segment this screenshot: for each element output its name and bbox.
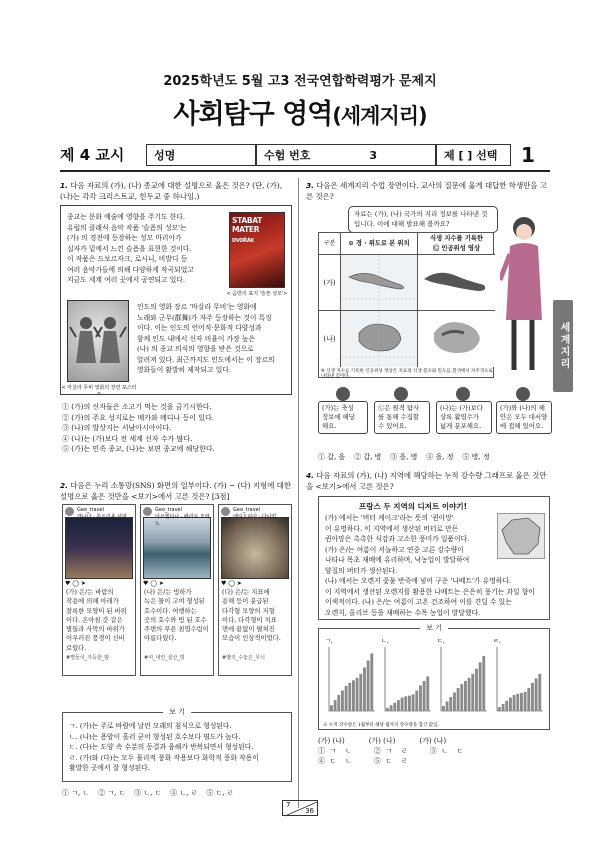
student-answer-line: 정보에 해당 <box>322 413 355 421</box>
sns-caption-line: (가) 은/는 바람의 <box>66 589 114 596</box>
sns-caption <box>141 588 213 644</box>
chart-bar <box>475 669 478 711</box>
map-location-b <box>341 311 418 367</box>
chart-bar <box>330 705 333 711</box>
chart-bar <box>367 660 370 711</box>
q1-option-1[interactable]: ① (가)의 신자들은 소고기 먹는 것을 금기시한다. <box>62 403 212 411</box>
sns-caption-line: 곳의 호수와 빙 된 호수 <box>144 616 207 624</box>
q4-option-row-2 <box>318 756 550 766</box>
island-map-b <box>341 311 418 367</box>
q4-question: 다음 자료의 (가), (나) 지역에 해당하는 누적 강수량 그래프로 옳은 것만을 <보기>에서 고른 것은? <box>306 471 547 491</box>
q1-para1-line: 종교는 문화 예술에 영향을 주기도 한다. <box>67 213 186 221</box>
row-label-a: (가) <box>319 255 341 311</box>
sns-hashtag[interactable]: #여_내린_설산_빙 <box>144 654 185 661</box>
q4-option-row-1 <box>318 746 550 756</box>
student-answer-line: 넓게 분포해요. <box>440 422 482 430</box>
chart-bar <box>531 683 534 711</box>
sns-location: 에티오피아 · 다나킬 <box>233 514 277 520</box>
q1-para2-line: 이다. 이는 인도의 언어적·문화적 다양성과 <box>137 324 262 332</box>
sns-username: Geo_travel <box>155 507 183 513</box>
page-number: 1 <box>521 143 535 167</box>
student-head-icon <box>332 385 354 401</box>
chart-bar <box>345 686 348 711</box>
sns-photo-polygon-ground <box>221 517 289 579</box>
sns-card-header <box>141 505 213 527</box>
chart-bar <box>520 693 523 711</box>
sns-caption-line: 이다. 다각형이 지표 <box>222 616 277 624</box>
chart-bar <box>471 674 474 711</box>
chart-panel-label: ㄱ. <box>325 638 333 645</box>
student-eul <box>374 385 430 434</box>
masala-movie-caption: < 마살라 무비 영화의 장면 포스터 > <box>61 385 137 397</box>
chart-bar <box>498 707 501 711</box>
exam-title: 2025학년도 5월 고3 전국연합학력평가 문제지 <box>163 74 437 89</box>
satellite-image-a <box>418 255 495 311</box>
heart-icon[interactable]: ♥ ◯ ➤ <box>143 580 164 587</box>
q4-box-text <box>325 513 545 618</box>
album-cover-title-line: STABAT <box>232 216 262 225</box>
chart-bar <box>426 676 429 711</box>
q4-option-2[interactable]: ② ㄱ ㄹ <box>373 747 408 755</box>
student-head-icon <box>452 385 474 401</box>
chart-panel-label: ㄹ. <box>493 638 501 645</box>
q1-options <box>62 402 294 455</box>
q4-box-line: 양질의 버터가 생산된다. <box>325 566 398 575</box>
sns-card-header <box>63 505 135 520</box>
student-answer-line: 상록 활엽수가 <box>440 413 480 421</box>
q4-option-1[interactable]: ① ㄱ ㄴ <box>318 747 352 755</box>
q4-stem <box>306 470 550 492</box>
table-header-satellite <box>418 233 495 255</box>
chart-bar <box>453 692 456 711</box>
q1-para2-line: (나) 의 종교 의식의 영향을 받은 것으로 <box>137 345 254 353</box>
q4-answer-header-2: (가) (나) <box>368 737 396 745</box>
q2-bogi-item: ㄱ. (가)는 주로 바람에 날린 모래의 침식으로 형성된다. <box>69 722 232 730</box>
q1-para2-line: 알려져 있다. 최근까지도 인도에서는 이 장르의 <box>137 355 275 364</box>
teacher-illustration <box>500 210 544 380</box>
q4-number: 4. <box>306 471 314 480</box>
sns-caption-line: 이다. 온아침 갓 같은 <box>66 616 123 624</box>
sns-caption-line: 주변의 푸른 침엽수림이 <box>144 626 209 634</box>
q1-para2-line: 노래와 군무(群舞)가 자주 등장하는 것이 특징 <box>137 313 272 322</box>
sns-caption-line: 작용에 의해 아래가 <box>66 598 119 606</box>
student-eul-answer <box>374 401 430 434</box>
q2-question: 다음은 누리 소통망(SNS) 화면의 일부이다. (가) ~ (다) 지형에 대한 설명으로 옳은 것만을 <보기>에서 고른 것은? [3점] <box>60 481 291 501</box>
dancers-illustration <box>68 301 130 383</box>
sns-caption-line: 호수이다. 여행하는 <box>144 607 197 615</box>
sns-hashtag[interactable]: #별들이_가득한_밤 <box>66 655 110 662</box>
chart-bar <box>479 662 482 711</box>
q1-para2-line: 함께 인도 내에서 신자 비율이 가장 높은 <box>137 334 256 343</box>
avatar <box>65 507 74 516</box>
q2-stem <box>60 480 292 502</box>
chart-bar <box>423 681 426 711</box>
chart-bar <box>524 692 527 711</box>
chart-bar <box>356 678 359 711</box>
avatar <box>221 507 230 516</box>
chart-bar <box>341 691 344 711</box>
chart-bar <box>334 700 337 711</box>
sns-card-a <box>62 504 136 676</box>
q4-box-line: 이 지역에서 생산된 오렌지를 활용한 나베트는 은은히 풍기는 과일 향이 <box>325 587 535 596</box>
q4-bogi-label: 보 기 <box>420 623 448 634</box>
chart-bar <box>352 680 355 711</box>
chart-bar <box>464 681 467 711</box>
q1-stem <box>60 180 292 202</box>
island-map-a <box>341 255 418 311</box>
heart-icon[interactable]: ♥ ◯ ➤ <box>221 580 242 587</box>
q4-bogi-box <box>318 624 550 730</box>
q4-source-box <box>318 496 550 620</box>
sns-photo-rock <box>65 517 133 579</box>
q1-para1-line: 유럽의 클래식 음악 작품 '슬픔의 성모'는 <box>67 223 187 232</box>
sns-caption-line: (다) 은/는 지표에 <box>222 589 270 596</box>
info-bar <box>60 144 550 166</box>
student-byeong <box>436 385 492 434</box>
q3-stem <box>306 180 550 202</box>
student-gap <box>318 385 368 434</box>
student-gap-answer <box>318 401 368 434</box>
q4-answer-header <box>318 736 550 746</box>
sns-card-c <box>218 504 292 676</box>
chart-bar <box>505 701 508 711</box>
chart-bar <box>393 703 396 711</box>
sns-location: 캐나다 · 몬트리올 사막 <box>77 514 127 520</box>
chart-bar <box>359 674 362 711</box>
period-label: 제 4 교시 <box>60 146 125 164</box>
student-answer-line: (가)와 (나)의 해 <box>500 404 545 412</box>
name-label: 성명 <box>154 149 176 162</box>
q3-question: 다음은 세계지리 수업 장면이다. 교사의 질문에 옳게 대답한 학생만을 고른 것은? <box>306 181 547 201</box>
sns-caption-line: 모습이 인상적이었다. <box>222 635 281 643</box>
q3-table-note: ※ 식생 지수를 기록한 인공위성 영상은 지표의 식생 분포와 밀도를 흰색에서 자주색으로 나타낸 것이다. <box>321 369 493 379</box>
q4-option-4[interactable]: ④ ㄷ ㄴ <box>318 757 352 765</box>
sns-card-b <box>140 504 214 676</box>
chart-bar <box>460 684 463 711</box>
header-rule <box>60 170 550 172</box>
chart-bar <box>404 696 407 711</box>
exam-number-cell <box>256 144 436 166</box>
album-cover-image <box>229 212 285 288</box>
student-jeong-answer <box>496 401 552 434</box>
student-answer-line: 해요. <box>322 422 337 430</box>
chart-bar <box>397 700 400 711</box>
album-cover-composer: DVOŘÁK <box>232 238 254 244</box>
satellite-image-b <box>418 311 495 367</box>
sns-caption-line: 아름다웠다. <box>144 635 177 643</box>
table-header-satellite-line: Ⓒ 인공위성 영상 <box>432 245 481 252</box>
chart-bar <box>502 704 505 711</box>
q2-bogi-item: ㄹ. (가)와 (다)는 모두 물리적 풍화 작용보다 화학적 풍화 작용이 <box>69 753 259 762</box>
chart-bar <box>513 695 516 711</box>
album-cover-caption: < 음반의 표지 '슬픈 성모'> <box>226 291 288 297</box>
q4-option-5[interactable]: ⑤ ㄷ ㄹ <box>373 757 408 765</box>
q3-geo-table <box>318 232 494 378</box>
table-header-category: 구분 <box>319 233 341 255</box>
sns-username: Geo_travel <box>233 507 261 513</box>
student-answer-line: 안은 모두 대서양 <box>500 413 548 421</box>
q4-box-line: 나타나 목초 재배에 유리하며, 낙농업이 발달하여 <box>325 556 470 564</box>
chart-bar <box>390 705 393 711</box>
q1-para1-line: 여러 음악가들에 의해 다양하게 작곡되었고 <box>67 265 194 274</box>
q4-box-line: 이색적이다. (나) 은/는 여름이 고온 건조하여 이를 견딜 수 있는 <box>325 598 512 606</box>
q1-option-2[interactable]: ② (가)의 주요 성지로는 메카와 메디나 등이 있다. <box>62 413 214 422</box>
chart-bar <box>337 695 340 711</box>
q1-source-box <box>60 205 292 395</box>
chart-bar <box>370 653 373 711</box>
q4-box-title: 프랑스 두 지역의 디저트 이야기! <box>359 502 468 511</box>
q1-option-4[interactable]: ④ (나)는 (가)보다 전 세계 신자 수가 많다. <box>62 434 193 443</box>
exam-number-label: 수험 번호 <box>264 149 311 162</box>
q4-option-3[interactable]: ③ ㄴ ㄷ <box>429 747 464 755</box>
selection-cell <box>436 144 511 166</box>
chart-bar <box>401 698 404 711</box>
q1-para2 <box>137 302 291 376</box>
q2-options[interactable]: ① ㄱ, ㄴ ② ㄱ, ㄷ ③ ㄴ, ㄷ ④ ㄴ, ㄹ ⑤ ㄷ, ㄹ <box>62 789 234 797</box>
q4-box-line: 이 유명하다. 이 지역에서 생산된 버터로 만든 <box>325 524 459 533</box>
student-head-icon <box>512 385 534 401</box>
sns-card-header <box>219 505 291 520</box>
sns-location: 아르헨티나 · 페리토 모레노 <box>155 514 210 527</box>
chart-bar <box>457 688 460 711</box>
chart-bar <box>348 683 351 711</box>
teacher-figure <box>500 210 544 380</box>
q4-precipitation-charts <box>319 633 549 723</box>
chart-panel-label: ㄴ. <box>381 638 389 645</box>
q3-options[interactable]: ① 갑, 을 ② 갑, 병 ③ 을, 병 ④ 을, 정 ⑤ 병, 정 <box>318 453 490 461</box>
q3-students-row <box>318 385 548 445</box>
chart-panel-label: ㄷ. <box>437 638 445 645</box>
student-answer-line: Ⓒ은 원격 탐사 <box>378 404 420 412</box>
q2-bogi-item: 활발한 곳에서 잘 형성된다. <box>69 764 150 772</box>
q1-para1-line: 이 작품은 드보르자크, 로시니, 비발디 등 <box>67 255 188 263</box>
q4-answer-table <box>318 736 550 766</box>
q1-question: 다음 자료의 (가), (나) 종교에 대한 설명으로 옳은 것은? (단, (가), (나)는 각각 크리스트교, 힌두교 중 하나임.) <box>60 181 283 201</box>
chart-bar <box>509 698 512 711</box>
sns-caption-line: 면에 끝없이 펼쳐진 <box>222 626 275 634</box>
chart-bar <box>538 674 541 711</box>
heart-icon[interactable]: ♥ ◯ ➤ <box>65 580 86 587</box>
chart-bar <box>386 708 389 711</box>
q2-bogi-box <box>62 708 292 782</box>
sns-caption-line: 잘록한 모양이 된 바위 <box>66 607 127 615</box>
chart-bar <box>449 697 452 711</box>
sns-caption-line: 녹은 물이 고여 형성된 <box>144 598 205 606</box>
footer-total-pages: 36 <box>305 807 314 815</box>
table-header-location: ⊙ 경 · 위도로 본 위치 <box>341 233 418 255</box>
selection-label: 제 [ ] 선택 <box>444 149 498 162</box>
sns-hashtag[interactable]: #땅의_수놓은_무늬 <box>222 654 266 661</box>
q1-para1-line: 십자가 밑에서 느낀 슬픔을 표현한 것이다. <box>67 244 192 253</box>
student-head-icon <box>390 385 412 401</box>
exam-number-value: 3 <box>369 148 377 162</box>
chart-bar <box>482 656 485 711</box>
island-satellite-b <box>418 311 495 367</box>
teacher-speech-bubble: 자료는 (가), (나) 국가의 지리 정보를 나타낸 것입니다. 이에 대해 발표해 볼까요? <box>348 206 498 233</box>
q1-para2-line: 영화들이 활발히 제작되고 있다. <box>137 366 231 374</box>
q1-para1 <box>67 212 227 286</box>
chart-bar <box>363 667 366 711</box>
chart-bar <box>446 701 449 711</box>
q4-box-line: (가) 은/는 여름이 서늘하고 연중 고른 강수량이 <box>325 545 464 554</box>
chart-bar <box>412 694 415 711</box>
masala-movie-image <box>67 300 129 382</box>
student-answer-line: (가)는 축성 <box>322 404 354 412</box>
q2-number: 2. <box>60 481 68 490</box>
q4-box-line: (나) 에서는 오렌지 꽃물 반죽에 넣어 구운 '나베트'가 유명하다. <box>325 577 512 585</box>
sns-caption <box>63 588 135 653</box>
q4-box-line: (가) 에서는 '버터 케이크'라는 뜻의 '퀸아망' <box>325 514 454 522</box>
name-cell <box>146 144 256 166</box>
album-cover-title <box>232 216 262 244</box>
section-title <box>0 92 600 131</box>
subject-side-tab: 세계지리 <box>553 300 573 392</box>
page-footer <box>282 800 318 816</box>
student-jeong <box>496 385 552 434</box>
q4-box-line: 퀸아망은 촉촉한 식감과 고소한 풍미가 일품이다. <box>325 535 470 543</box>
column-divider <box>298 178 299 808</box>
sns-caption-line: 용해 등이 분급된 <box>222 598 269 606</box>
q1-para1-line: 지금도 세계 여러 곳에서 공연되고 있다. <box>67 276 186 284</box>
section-title-sub: (세계지리) <box>332 104 427 128</box>
chart-bar <box>408 696 411 711</box>
map-location-a <box>341 255 418 311</box>
student-answer-line: 에 접해 있어요. <box>500 422 544 430</box>
q2-bogi-label: 보 기 <box>163 707 191 718</box>
q4-chart-note: ※ 누적 강수량은 1월부터 해당 월까지 강수량을 합산 값임. <box>323 723 439 728</box>
avatar <box>143 507 152 516</box>
table-header-satellite-line: 식생 지수를 기록한 <box>429 235 484 242</box>
q2-bogi-item: ㄴ. (나)는 용암이 흘러 굳어 형성된 호수보다 염도가 높다. <box>69 732 241 741</box>
q1-option-5[interactable]: ⑤ (가)는 민족 종교, (나)는 보편 종교에 해당한다. <box>62 445 215 453</box>
island-satellite-a <box>418 255 495 311</box>
student-answer-line: 를 통해 수집할 <box>378 413 420 421</box>
sns-caption-line: 다각형 모양의 지형 <box>222 607 275 615</box>
chart-bar <box>516 694 519 711</box>
student-answer-line: 수 있어요. <box>378 422 407 430</box>
chart-bar <box>442 706 445 711</box>
album-cover-title-line: MATER <box>232 225 260 234</box>
sns-username: Geo_travel <box>77 507 105 513</box>
chart-bar <box>527 688 530 711</box>
row-label-b: (나) <box>319 311 341 367</box>
q1-option-3[interactable]: ③ (나)의 발상지는 서남아시아이다. <box>62 424 172 432</box>
student-answer-line: (나)는 (가)보다 <box>440 404 483 412</box>
q1-para1-line: (가) 의 경전에 등장하는 성모 마리아가 <box>67 234 182 242</box>
chart-bar <box>415 691 418 711</box>
sns-caption-line: 별들과 사막의 바위가 <box>66 626 125 634</box>
q2-bogi-item: ㄷ. (다)는 도양 속 수분의 동결과 융해가 반복되면서 형성된다. <box>69 743 254 751</box>
footer-current-page: 7 <box>286 801 291 809</box>
q4-answer-header-3: (가) (나) <box>419 737 447 745</box>
q3-number: 3. <box>306 181 314 190</box>
chart-bar <box>468 678 471 711</box>
section-title-main: 사회탐구 영역 <box>173 99 333 130</box>
q1-number: 1. <box>60 181 68 190</box>
sns-caption-line: (나) 은/는 빙하가 <box>144 589 192 596</box>
q1-para2-line: 인도의 영화 장르 '마살라 무비'는 영화에 <box>137 303 257 311</box>
q4-answer-header-1: (가) (나) <box>318 737 345 745</box>
q4-box-line: 오렌지, 올리브 등을 재배하는 수목 농업이 발달했다. <box>325 608 481 617</box>
sns-caption <box>219 588 291 644</box>
sns-caption-line: 로웠다. <box>66 644 87 652</box>
student-byeong-answer <box>436 401 492 434</box>
chart-bar <box>535 678 538 711</box>
chart-bar <box>419 685 422 711</box>
sns-caption-line: 어우러진 풍경이 신비 <box>66 635 125 643</box>
